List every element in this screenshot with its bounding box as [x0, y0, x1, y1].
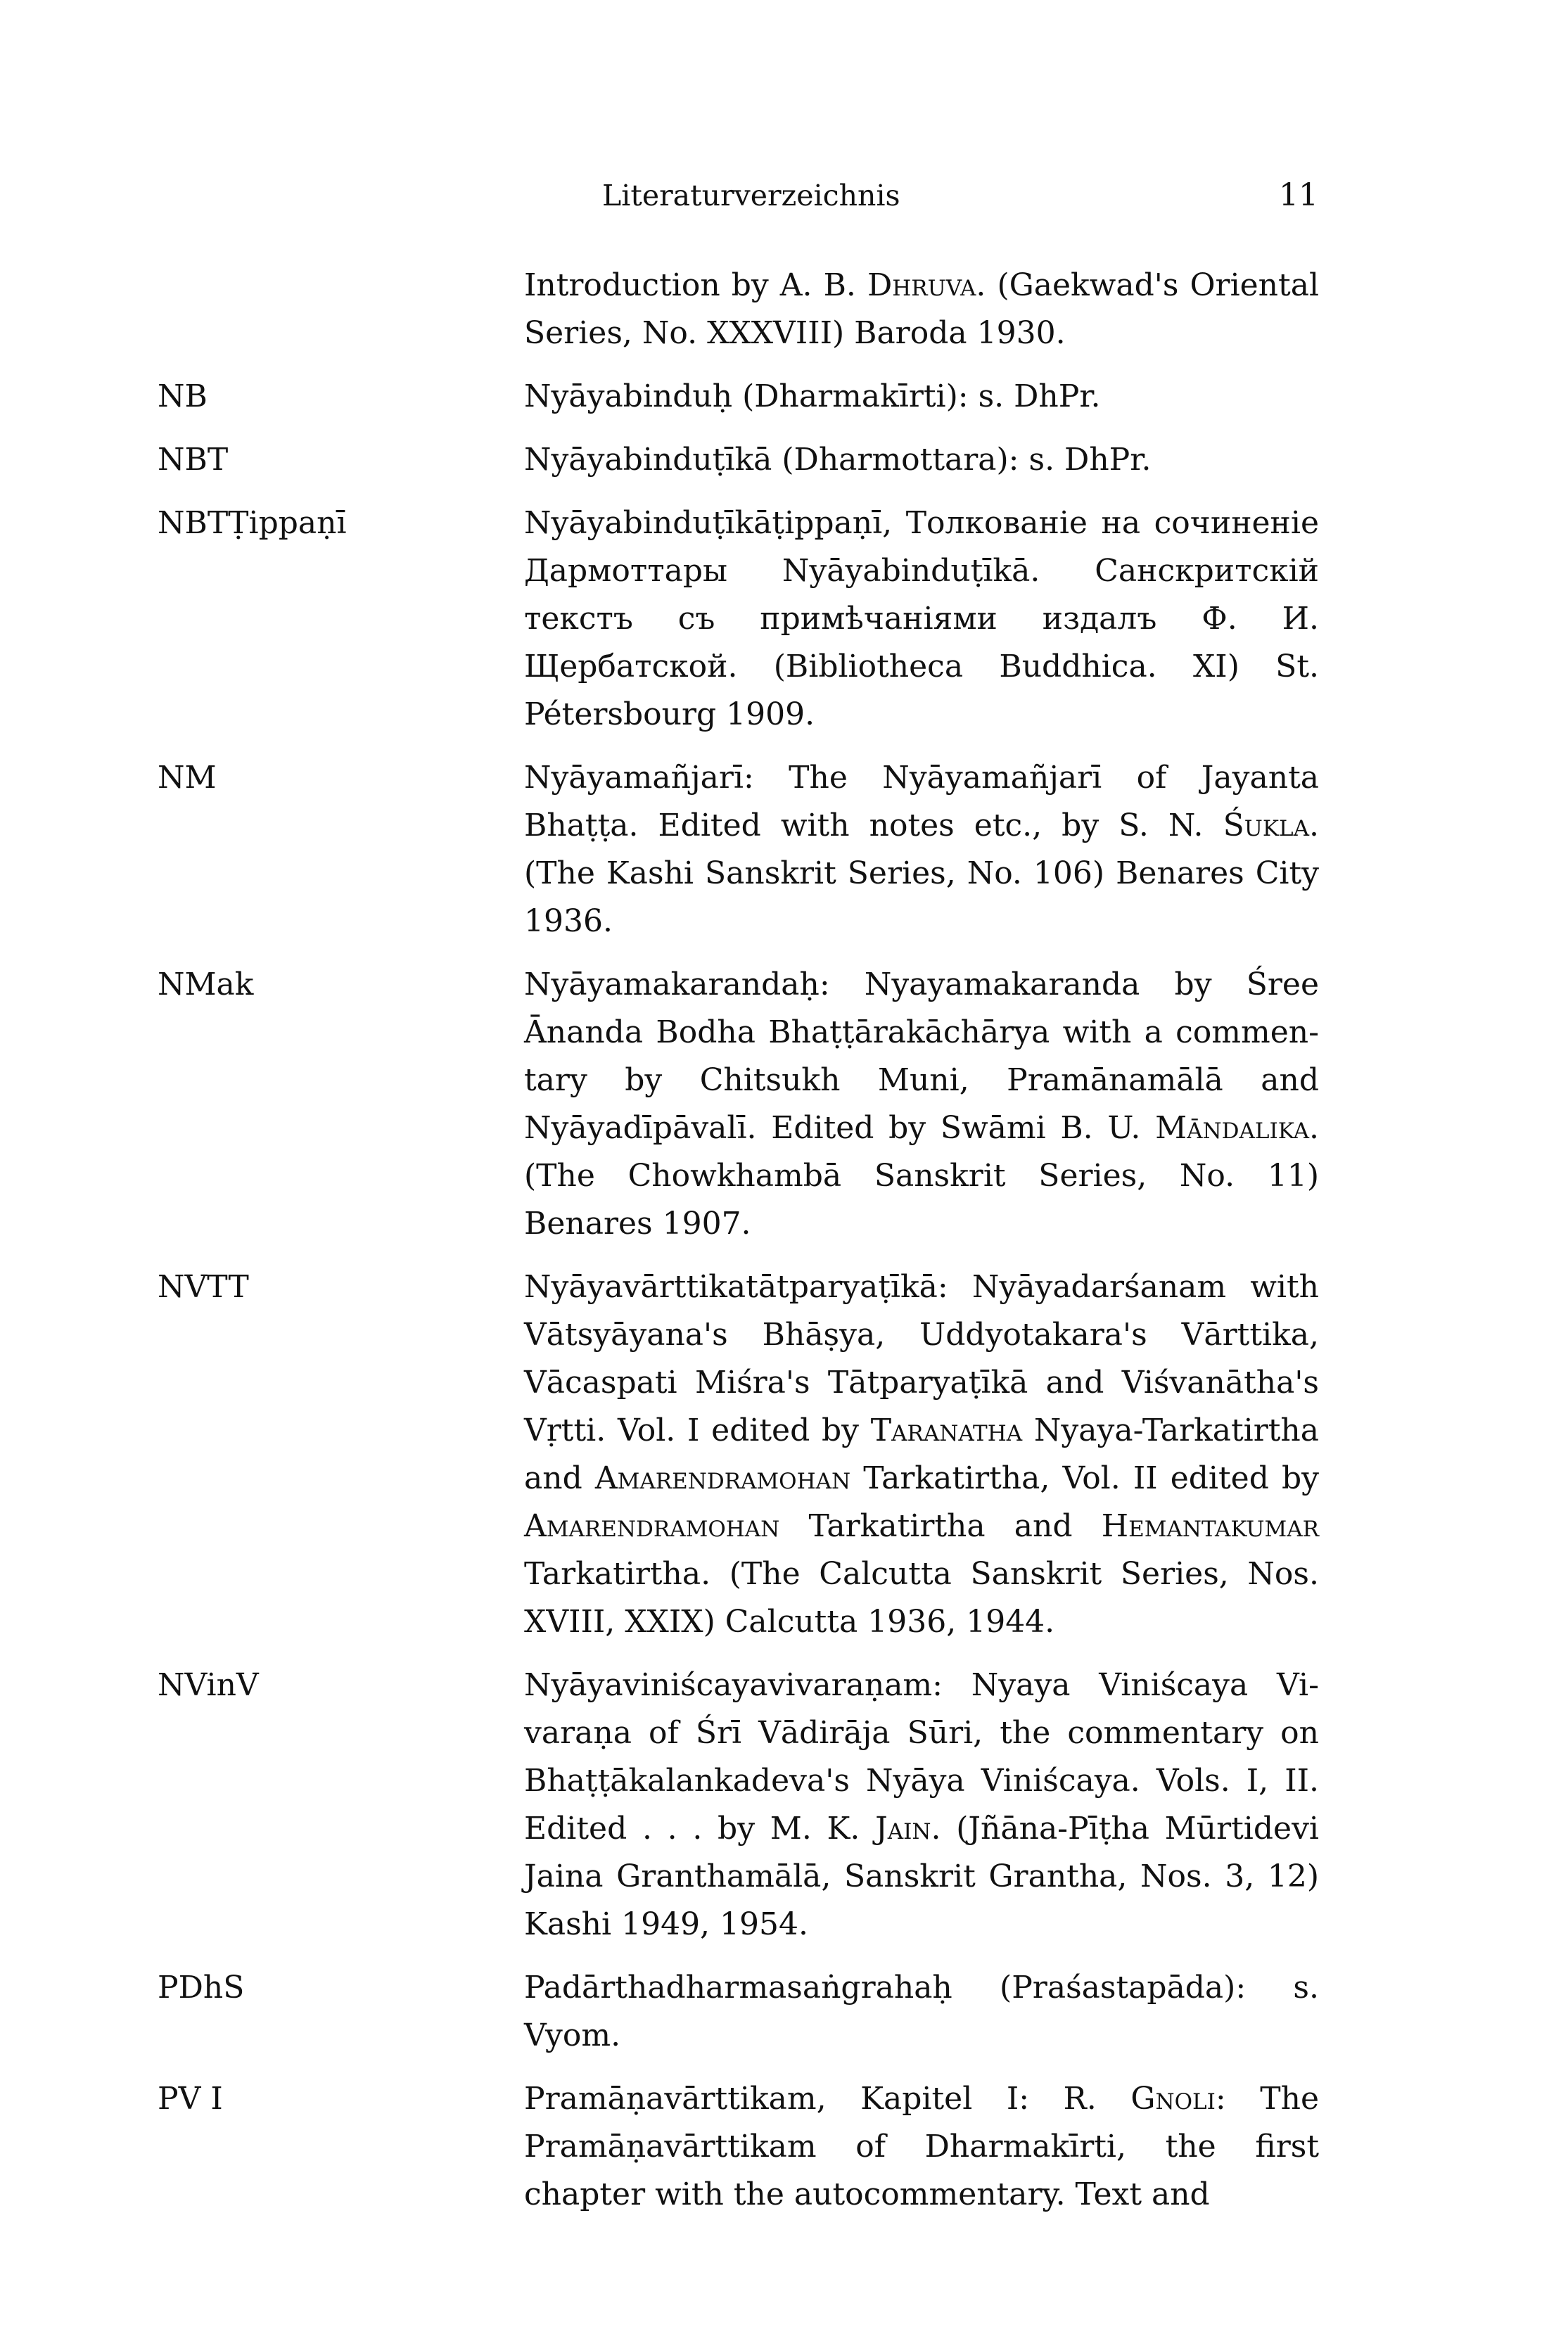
entry-abbreviation: NVTT: [158, 1269, 249, 1305]
bibliography-entry: [0, 754, 1568, 945]
bibliography-entry: [0, 262, 1568, 357]
entry-abbreviation: NBTṬippaṇī: [158, 505, 347, 541]
bibliography-entry: [0, 373, 1568, 421]
entry-description: Nyāyamakarandaḥ: Nyayamakaranda by Śree Ānanda Bodha Bhaṭṭārakāchārya with a commentary by Chitsukh Muni, Pramānamālā and Nyāyadīpāvalī. Edited by Swāmi B. U. Māndalika. (The Chowkhambā Sanskrit Series, No. 11) Benares 1907.: [524, 967, 1319, 1242]
bibliography-entry: [0, 1662, 1568, 1949]
bibliography-list: [0, 262, 1568, 2234]
entry-description: Nyāyavārttikatātparyaṭīkā: Nyāyadarśanam with Vātsyāyana's Bhāṣya, Uddyotakara's Vārttika, Vācaspati Miśra's Tātparyaṭīkā and Viśvanātha's Vṛtti. Vol. I edited by Taranatha Nyaya-Tarkatirtha and Amarendramohan Tarkatirtha, Vol. II edited by Amarendramohan Tarkatirtha and Hemantakumar Tarkatirtha. (The Calcutta Sanskrit Series, Nos. XVIII, XXIX) Calcutta 1936, 1944.: [524, 1269, 1319, 1640]
entry-description: Nyāyabinduḥ (Dharmakīrti): s. DhPr.: [524, 378, 1101, 414]
entry-description: Nyāyabinduṭīkāṭippaṇī, Толкованіе на сочиненіе Дармоттары Nyāyabinduṭīkā. Санскритскій текстъ съ примѣчаніями издалъ Ф. И. Щербатской. (Bibliotheca Buddhica. XI) St. Pétersbourg 1909.: [524, 505, 1319, 732]
bibliography-entry: [0, 1964, 1568, 2060]
entry-abbreviation: NB: [158, 378, 208, 414]
entry-description: Pramāṇavārttikam, Kapitel I: R. Gnoli: The Pramāṇavārttikam of Dharmakīrti, the first chapter with the autocommentary. Text and: [524, 2081, 1319, 2212]
entry-abbreviation: PV I: [158, 2081, 223, 2117]
page-number: 11: [1279, 177, 1318, 213]
entry-description: Padārthadharmasaṅgrahaḥ (Praśastapāda): s. Vyom.: [524, 1970, 1319, 2053]
entry-description: Nyāyaviniścayavivaraṇam: Nyaya Viniścaya Vivaraṇa of Śrī Vādirāja Sūri, the commentary on Bhaṭṭākalankadeva's Nyāya Viniścaya. Vols. I, II. Edited . . . by M. K. Jain. (Jñāna-Pīṭha Mūrtidevi Jaina Granthamālā, Sanskrit Grantha, Nos. 3, 12) Kashi 1949, 1954.: [524, 1667, 1319, 1942]
entry-abbreviation: PDhS: [158, 1970, 245, 2006]
running-title: Literaturverzeichnis: [602, 179, 900, 212]
entry-abbreviation: NM: [158, 760, 217, 796]
entry-description: Introduction by A. B. Dhruva. (Gaekwad's Oriental Series, No. XXXVIII) Baroda 1930.: [524, 267, 1320, 351]
entry-description: Nyāyamañjarī: The Nyāyamañjarī of Jayanta Bhaṭṭa. Edited with notes etc., by S. N. Śukla. (The Kashi Sanskrit Series, No. 106) Benares City 1936.: [524, 760, 1319, 939]
bibliography-entry: [0, 436, 1568, 484]
bibliography-entry: [0, 499, 1568, 739]
entry-abbreviation: NMak: [158, 967, 254, 1002]
bibliography-entry: [0, 1263, 1568, 1646]
entry-abbreviation: NBT: [158, 442, 229, 478]
running-header: [523, 174, 1318, 224]
bibliography-entry: [0, 961, 1568, 1248]
entry-abbreviation: NVinV: [158, 1667, 259, 1703]
bibliography-entry: [0, 2075, 1568, 2219]
entry-description: Nyāyabinduṭīkā (Dharmottara): s. DhPr.: [524, 442, 1152, 478]
